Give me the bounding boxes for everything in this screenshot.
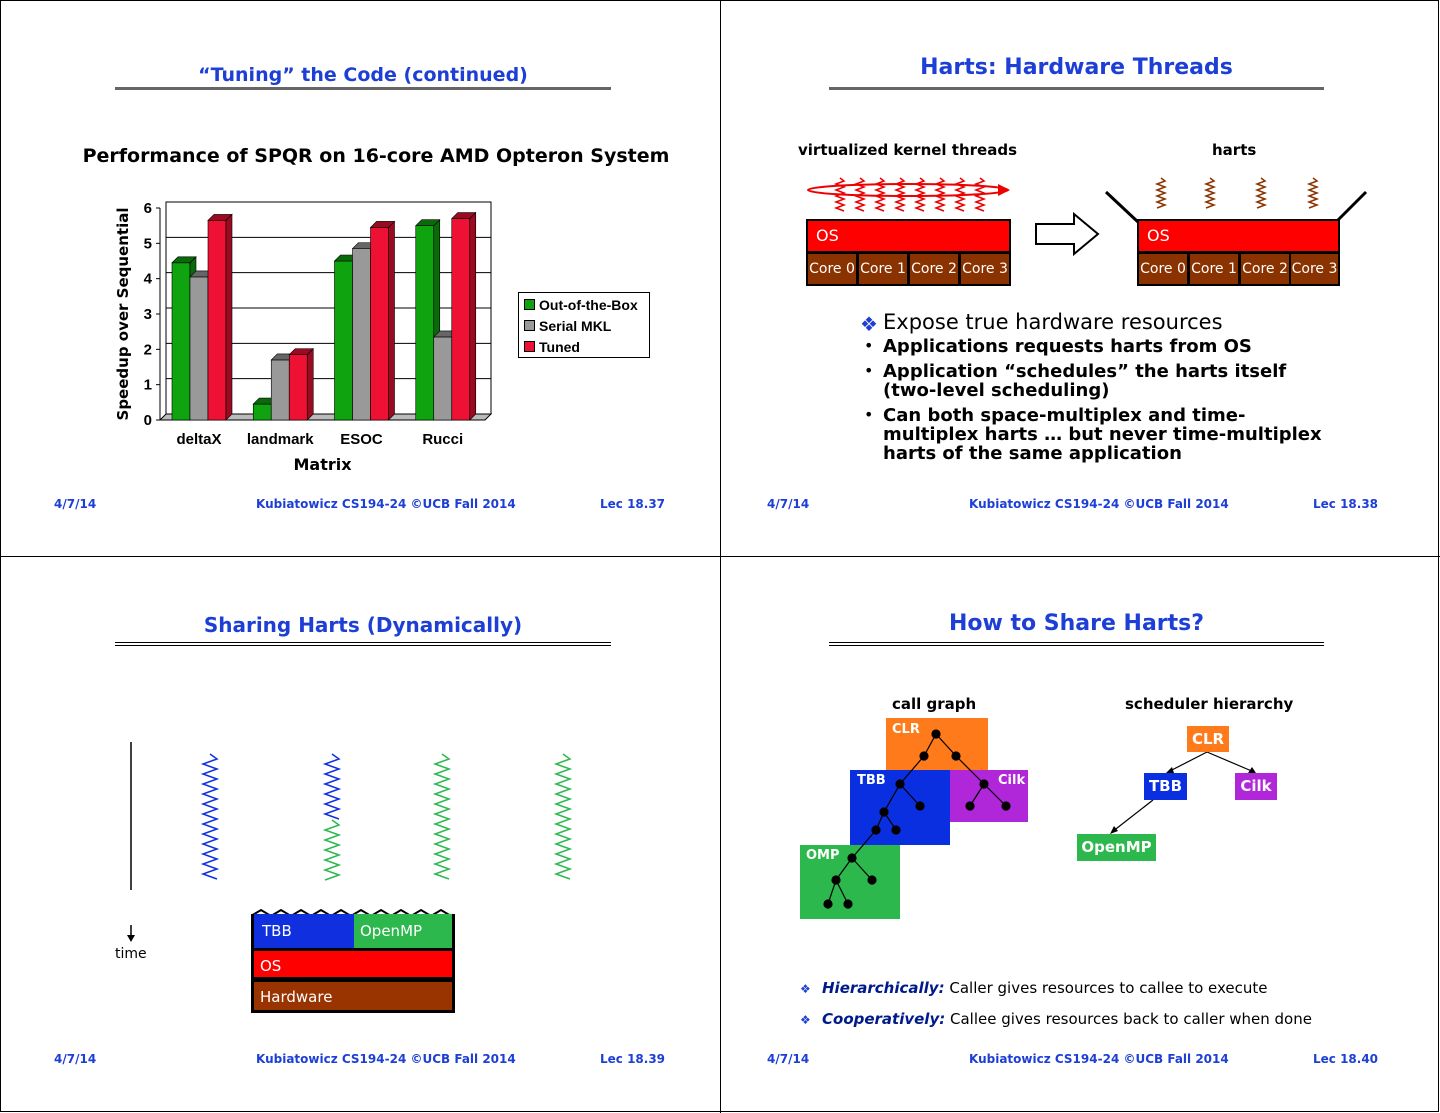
bullet-item-cont: harts of the same application [883, 443, 1182, 464]
footer-center: Kubiatowicz CS194-24 ©UCB Fall 2014 [256, 1052, 516, 1066]
title-rule [115, 645, 611, 646]
tree-node [932, 730, 940, 738]
cilk-label: Cilk [998, 773, 1026, 788]
hier-tbb: TBB [1144, 773, 1187, 800]
bullet-key: Hierarchically: [822, 979, 945, 997]
tree-node [824, 900, 832, 908]
tree-node [966, 802, 974, 810]
hardware-block: Hardware [251, 979, 455, 1013]
tree-node [892, 826, 900, 834]
legend-swatch-green [524, 299, 535, 310]
title-rule [115, 642, 611, 643]
diamond-bullet-icon: ❖ [800, 1013, 811, 1027]
footer-center: Kubiatowicz CS194-24 ©UCB Fall 2014 [256, 497, 516, 511]
dot-bullet-icon: • [864, 336, 874, 355]
y-axis-label: Speedup over Sequential [114, 207, 132, 421]
bar-side [389, 221, 395, 420]
tree-node [832, 876, 840, 884]
tree-node [952, 752, 960, 760]
footer-lec: Lec 18.37 [600, 497, 666, 511]
legend-label: Serial MKL [539, 318, 612, 334]
tree-node [848, 854, 856, 862]
tree-edge [956, 756, 984, 784]
tree-node [920, 752, 928, 760]
x-tick-label: landmark [246, 431, 314, 448]
tree-node [844, 900, 852, 908]
tree-node [868, 876, 876, 884]
os-label: OS [1147, 226, 1170, 245]
footer-date: 4/7/14 [767, 497, 810, 511]
bullet-item-cont: (two-level scheduling) [883, 380, 1110, 401]
footer-lec: Lec 18.38 [1313, 497, 1379, 511]
bullet-item: Application “schedules” the harts itself [883, 361, 1287, 382]
horizontal-divider [0, 556, 1440, 557]
tree-node [1002, 802, 1010, 810]
core-box: Core 0 [806, 252, 858, 286]
y-tick-label: 0 [143, 412, 152, 429]
bar [172, 263, 190, 420]
title-rule [829, 645, 1324, 646]
y-tick-label: 4 [143, 270, 152, 288]
y-tick-label: 5 [143, 235, 152, 253]
chart-title: Performance of SPQR on 16-core AMD Opteron System [82, 145, 670, 167]
bar-side [307, 349, 313, 420]
legend-swatch-red [524, 341, 535, 352]
bullet-item: Applications requests harts from OS [883, 336, 1252, 357]
bullet-key: Cooperatively: [822, 1010, 946, 1028]
legend-label: Out-of-the-Box [539, 297, 638, 313]
bar [289, 355, 307, 420]
harts-label: harts [1212, 141, 1257, 159]
hart-squiggle [203, 754, 217, 879]
x-tick-label: ESOC [340, 431, 383, 448]
tree-node [916, 802, 924, 810]
x-tick-label: deltaX [176, 431, 222, 448]
bar [190, 277, 208, 420]
slide-title: Sharing Harts (Dynamically) [203, 613, 523, 637]
title-rule [115, 87, 611, 90]
virtualized-threads-label: virtualized kernel threads [798, 141, 1018, 159]
hart-squiggle [1257, 178, 1265, 208]
title-rule [829, 642, 1324, 643]
core-box: Core 3 [959, 252, 1011, 286]
tree-node [896, 780, 904, 788]
tree-edge [884, 784, 900, 812]
bar-side [470, 213, 476, 420]
bullet-cooperatively [822, 1010, 1312, 1028]
tree-node [980, 780, 988, 788]
y-tick-label: 3 [143, 306, 152, 323]
time-label: time [115, 946, 147, 962]
bar-side [226, 214, 232, 420]
bullet-main: Expose true hardware resources [883, 310, 1223, 334]
chart-legend [518, 292, 650, 358]
hier-clr: CLR [1187, 726, 1229, 752]
slide-title: “Tuning” the Code (continued) [198, 64, 528, 86]
time-harts-diagram [120, 740, 580, 890]
core-box: Core 2 [908, 252, 960, 286]
hart-squiggle [435, 754, 449, 879]
x-axis-label: Matrix [293, 455, 352, 474]
bullet-item: Can both space-multiplex and time- [883, 405, 1246, 426]
hart-squiggle [1157, 178, 1165, 208]
hart-squiggle [325, 820, 339, 880]
tbb-block: TBB [251, 914, 355, 949]
bar [434, 337, 452, 420]
footer-date: 4/7/14 [54, 1052, 97, 1066]
arrow-down-icon [124, 925, 140, 945]
thread-squiggle [916, 178, 924, 211]
footer-lec: Lec 18.39 [600, 1052, 666, 1066]
hart-squiggle [556, 754, 570, 879]
bar [416, 226, 434, 420]
tree-node [872, 826, 880, 834]
os-label: OS [816, 226, 839, 245]
bullet-text: Caller gives resources to callee to execute [949, 979, 1268, 997]
bullet-hierarchically [822, 979, 1268, 997]
thread-squiggle [896, 178, 904, 211]
legend-entry [524, 297, 638, 313]
title-rule [829, 87, 1324, 90]
core-box: Core 1 [857, 252, 909, 286]
bar [208, 220, 226, 420]
legend-entry [524, 339, 580, 355]
bar [253, 404, 271, 420]
thread-squiggle [876, 178, 884, 211]
os-bar-right [1137, 219, 1340, 253]
dot-bullet-icon: • [864, 405, 874, 424]
tree-node [880, 808, 888, 816]
omp-label: OMP [806, 848, 840, 863]
thread-squiggle [936, 178, 944, 211]
hart-squiggle [1309, 178, 1317, 208]
hier-openmp: OpenMP [1077, 834, 1156, 861]
footer-center: Kubiatowicz CS194-24 ©UCB Fall 2014 [969, 1052, 1229, 1066]
core-box: Core 1 [1188, 252, 1240, 286]
footer-date: 4/7/14 [54, 497, 97, 511]
y-tick-label: 6 [143, 200, 152, 217]
footer-lec: Lec 18.40 [1313, 1052, 1379, 1066]
hier-cilk: Cilk [1235, 773, 1277, 800]
tree-edge [984, 784, 1006, 806]
hart-squiggle [1206, 178, 1214, 208]
diamond-bullet-icon: ❖ [800, 982, 811, 996]
os-bar-left [806, 219, 1011, 253]
scheduler-hierarchy-label: scheduler hierarchy [1125, 695, 1294, 713]
x-tick-label: Rucci [422, 431, 464, 448]
slide-title: How to Share Harts? [948, 611, 1205, 636]
tree-edge [852, 830, 876, 858]
core-box: Core 2 [1239, 252, 1291, 286]
os-block: OS [251, 948, 455, 980]
bar [371, 227, 389, 420]
bullet-text: Callee gives resources back to caller when done [950, 1010, 1312, 1028]
footer-date: 4/7/14 [767, 1052, 810, 1066]
footer-center: Kubiatowicz CS194-24 ©UCB Fall 2014 [969, 497, 1229, 511]
tbb-label: TBB [857, 773, 886, 788]
tree-edge [900, 756, 924, 784]
diamond-bullet-icon: ❖ [860, 312, 878, 336]
call-graph-label: call graph [892, 695, 977, 713]
bar [271, 360, 289, 420]
dot-bullet-icon: • [864, 361, 874, 380]
clr-label: CLR [892, 722, 920, 737]
core-box: Core 3 [1289, 252, 1340, 286]
bar [452, 219, 470, 420]
y-tick-label: 2 [143, 341, 152, 359]
call-graph-tree [800, 718, 1040, 928]
hart-squiggle [325, 754, 339, 819]
legend-entry [524, 318, 611, 334]
legend-label: Tuned [539, 339, 580, 355]
openmp-block: OpenMP [354, 914, 455, 949]
bar [335, 261, 353, 420]
y-tick-label: 1 [143, 376, 152, 394]
bullet-item-cont: multiplex harts … but never time-multiplex [883, 424, 1322, 445]
arrow-right-icon [1034, 212, 1102, 256]
legend-swatch-gray [524, 320, 535, 331]
core-box: Core 0 [1137, 252, 1189, 286]
bar [353, 249, 371, 420]
slide-title: Harts: Hardware Threads [920, 55, 1233, 80]
